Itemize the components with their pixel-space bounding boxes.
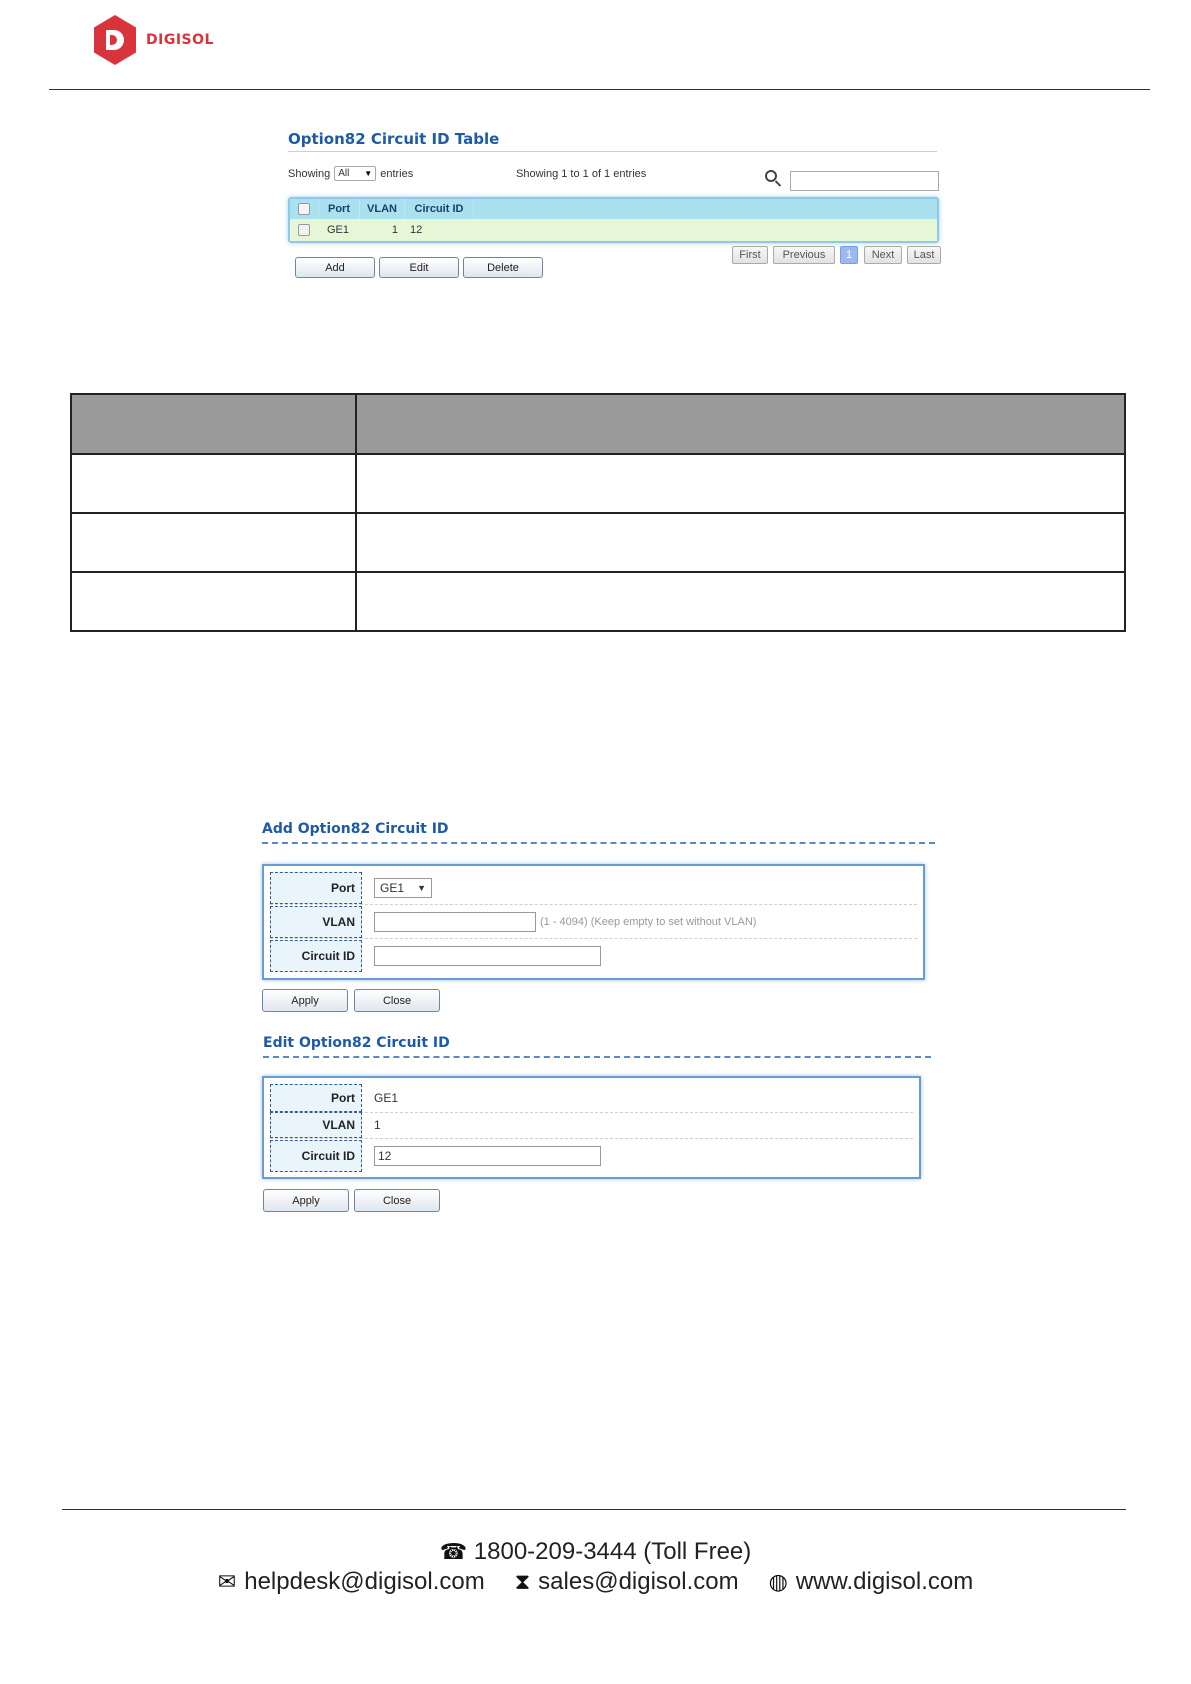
- edit-vlan-label: VLAN: [270, 1112, 362, 1138]
- delete-button[interactable]: Delete: [463, 257, 543, 278]
- vlan-hint: (1 - 4094) (Keep empty to set without VLAN): [540, 916, 757, 928]
- add-vlan-input[interactable]: [374, 912, 536, 932]
- desc-header-cell: [356, 394, 1125, 454]
- circuit-table-title: Option82 Circuit ID Table: [288, 130, 500, 148]
- edit-apply-button[interactable]: Apply: [263, 1189, 349, 1212]
- pagination-next[interactable]: Next: [864, 246, 902, 264]
- cell-port: GE1: [326, 224, 349, 236]
- title-divider: [288, 151, 937, 152]
- add-vlan-row: [270, 906, 917, 939]
- desc-cell: [356, 572, 1125, 631]
- footer-contacts: [0, 1568, 1191, 1596]
- brand-name: DIGISOL: [146, 32, 214, 48]
- table-info: Showing 1 to 1 of 1 entries: [516, 168, 647, 180]
- select-all-checkbox[interactable]: [298, 203, 310, 215]
- entries-control: [288, 166, 413, 181]
- edit-form-divider: [263, 1056, 931, 1058]
- add-circuit-row: [270, 940, 917, 972]
- column-header-vlan[interactable]: VLAN: [360, 199, 405, 219]
- website-link[interactable]: www.digisol.com: [795, 1568, 974, 1595]
- add-port-label: Port: [270, 872, 362, 904]
- column-header-port[interactable]: Port: [319, 199, 360, 219]
- add-close-button[interactable]: Close: [354, 989, 440, 1012]
- edit-circuit-row: [270, 1140, 913, 1172]
- footer-phone: [0, 1538, 1191, 1566]
- add-port-row: [270, 872, 917, 905]
- search-icon: [765, 170, 777, 182]
- description-table: [70, 393, 1126, 632]
- desc-header-cell: [71, 394, 356, 454]
- add-button[interactable]: Add: [295, 257, 375, 278]
- circuit-id-table: [288, 197, 939, 243]
- helpdesk-email[interactable]: helpdesk@digisol.com: [244, 1568, 485, 1595]
- edit-button[interactable]: Edit: [379, 257, 459, 278]
- edit-vlan-value: 1: [374, 1118, 381, 1132]
- digisol-logo-icon: [94, 15, 136, 65]
- pagination-first[interactable]: First: [732, 246, 768, 264]
- cell-vlan: 1: [391, 224, 398, 236]
- edit-port-value: GE1: [374, 1091, 399, 1105]
- add-circuit-label: Circuit ID: [270, 940, 362, 972]
- desc-cell: [356, 513, 1125, 572]
- add-circuit-input[interactable]: [374, 946, 601, 966]
- edit-close-button[interactable]: Close: [354, 1189, 440, 1212]
- search-input[interactable]: [790, 171, 939, 191]
- desc-cell: [71, 513, 356, 572]
- hourglass-icon: ⧗: [514, 1569, 531, 1594]
- edit-port-label: Port: [270, 1084, 362, 1112]
- phone-icon: ☎: [439, 1539, 468, 1564]
- entries-select-value: All: [338, 168, 350, 179]
- pagination-page-1[interactable]: 1: [840, 246, 858, 264]
- add-form-divider: [262, 842, 935, 844]
- globe-icon: ◍: [768, 1569, 788, 1594]
- add-form: [262, 864, 925, 980]
- add-port-select-value: GE1: [380, 881, 405, 895]
- table-header: [290, 199, 937, 219]
- edit-circuit-label: Circuit ID: [270, 1140, 362, 1172]
- edit-form: [262, 1076, 921, 1179]
- edit-circuit-input[interactable]: [374, 1146, 601, 1166]
- desc-cell: [71, 572, 356, 631]
- mail-icon: ✉: [217, 1569, 237, 1594]
- chevron-down-icon: ▼: [364, 169, 373, 178]
- entries-label: entries: [380, 167, 414, 180]
- edit-port-row: [270, 1084, 913, 1113]
- table-row[interactable]: [290, 219, 937, 241]
- add-port-select[interactable]: [374, 878, 432, 898]
- pagination-last[interactable]: Last: [907, 246, 941, 264]
- add-apply-button[interactable]: Apply: [262, 989, 348, 1012]
- brand-logo: [94, 14, 214, 66]
- add-form-title: Add Option82 Circuit ID: [262, 821, 449, 837]
- chevron-down-icon: ▼: [417, 883, 426, 893]
- sales-email[interactable]: sales@digisol.com: [538, 1568, 739, 1595]
- footer-divider: [62, 1509, 1126, 1510]
- column-header-circuit-id[interactable]: Circuit ID: [405, 199, 474, 219]
- pagination-previous[interactable]: Previous: [773, 246, 835, 264]
- entries-select[interactable]: [334, 166, 376, 181]
- row-checkbox[interactable]: [298, 224, 310, 236]
- header-divider: [49, 89, 1150, 90]
- desc-cell: [71, 454, 356, 513]
- edit-vlan-row: [270, 1112, 913, 1139]
- cell-circuit-id: 12: [410, 224, 423, 236]
- edit-form-title: Edit Option82 Circuit ID: [263, 1035, 450, 1051]
- phone-number: 1800-209-3444 (Toll Free): [473, 1538, 752, 1565]
- add-vlan-label: VLAN: [270, 906, 362, 938]
- desc-cell: [356, 454, 1125, 513]
- showing-label: Showing: [288, 167, 331, 180]
